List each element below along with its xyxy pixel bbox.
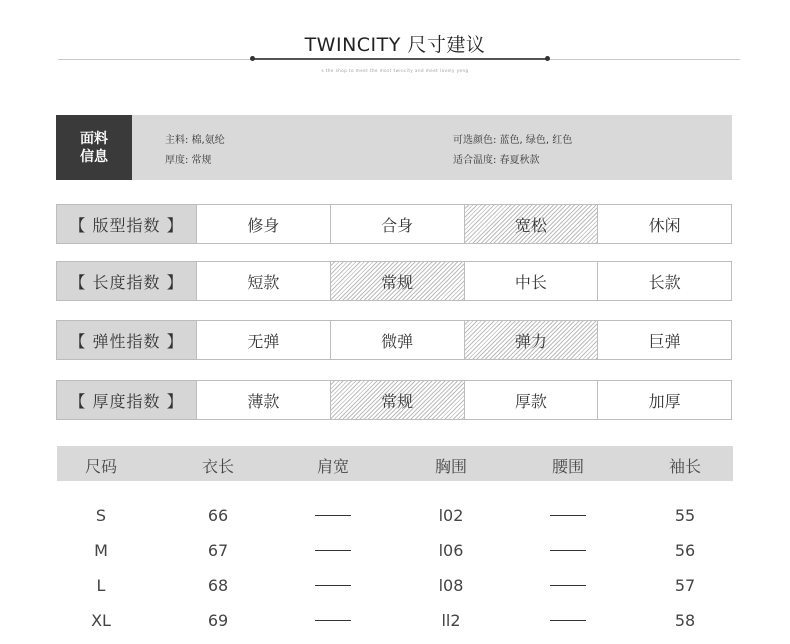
sleeve-cell: 57	[674, 576, 696, 595]
length-cell: 68	[207, 576, 229, 595]
length-option-regular-selected: 常规	[330, 262, 464, 300]
chest-cell: ll2	[441, 611, 461, 630]
sleeve-cell: 55	[674, 506, 696, 525]
waist-cell-dash	[550, 550, 586, 551]
header-accent-line	[252, 58, 548, 60]
size-header-length: 衣长	[201, 457, 235, 476]
thickness-option-thin: 薄款	[196, 381, 330, 419]
elasticity-option-high: 巨弹	[597, 321, 731, 359]
shoulder-cell-dash	[315, 620, 351, 621]
waist-cell-dash	[550, 620, 586, 621]
size-cell: S	[95, 506, 107, 525]
length-option-mid: 中长	[464, 262, 598, 300]
fabric-colors: 可选颜色: 蓝色, 绿色, 红色	[453, 135, 573, 146]
thickness-option-extra-thick: 加厚	[597, 381, 731, 419]
fabric-thickness: 厚度: 常规	[165, 155, 212, 166]
fabric-info-panel	[56, 115, 732, 180]
size-header-chest: 胸围	[434, 457, 468, 476]
size-header-size: 尺码	[84, 457, 118, 476]
sleeve-cell: 56	[674, 541, 696, 560]
elasticity-option-slight: 微弹	[330, 321, 464, 359]
thickness-option-regular-selected: 常规	[330, 381, 464, 419]
length-cell: 69	[207, 611, 229, 630]
thickness-index-label: 【 厚度指数 】	[57, 381, 196, 419]
length-index-row	[56, 261, 732, 301]
page-subtitle: s the shop to meet the most twincity and meet lovely yeng	[321, 68, 469, 73]
length-cell: 67	[207, 541, 229, 560]
shoulder-cell-dash	[315, 585, 351, 586]
size-header-waist: 腰围	[551, 457, 585, 476]
fit-option-regular: 合身	[330, 205, 464, 243]
shoulder-cell-dash	[315, 515, 351, 516]
size-cell: XL	[91, 611, 111, 630]
length-cell: 66	[207, 506, 229, 525]
length-option-long: 长款	[597, 262, 731, 300]
length-option-short: 短款	[196, 262, 330, 300]
thickness-index-row	[56, 380, 732, 420]
length-index-label: 【 长度指数 】	[57, 262, 196, 300]
fabric-label-line2: 信息	[80, 148, 108, 165]
elasticity-index-label: 【 弹性指数 】	[57, 321, 196, 359]
fit-option-casual: 休闲	[597, 205, 731, 243]
chest-cell: l06	[438, 541, 464, 560]
sleeve-cell: 58	[674, 611, 696, 630]
waist-cell-dash	[550, 515, 586, 516]
fabric-temperature: 适合温度: 春夏秋款	[453, 155, 540, 166]
fit-option-slim: 修身	[196, 205, 330, 243]
size-cell: M	[94, 541, 108, 560]
page-title: TWINCITY 尺寸建议	[304, 34, 486, 56]
fabric-material: 主料: 棉,氨纶	[165, 135, 225, 146]
fit-index-label: 【 版型指数 】	[57, 205, 196, 243]
size-header-shoulder: 肩宽	[316, 457, 350, 476]
fabric-label-line1: 面料	[80, 130, 108, 147]
elasticity-index-row	[56, 320, 732, 360]
fit-option-loose-selected: 宽松	[464, 205, 598, 243]
elasticity-option-none: 无弹	[196, 321, 330, 359]
waist-cell-dash	[550, 585, 586, 586]
fit-index-row	[56, 204, 732, 244]
chest-cell: l02	[438, 506, 464, 525]
elasticity-option-stretch-selected: 弹力	[464, 321, 598, 359]
size-table-header	[57, 446, 733, 481]
fabric-info-label	[56, 115, 132, 180]
thickness-option-thick: 厚款	[464, 381, 598, 419]
size-cell: L	[96, 576, 106, 595]
size-header-sleeve: 袖长	[668, 457, 702, 476]
chest-cell: l08	[438, 576, 464, 595]
shoulder-cell-dash	[315, 550, 351, 551]
